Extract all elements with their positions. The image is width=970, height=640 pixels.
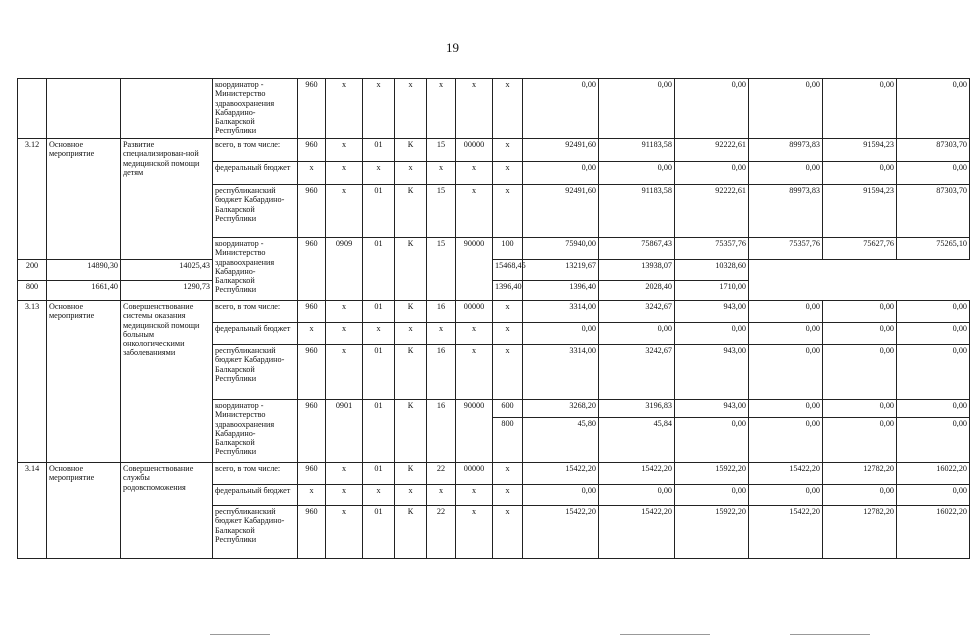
table-cell: 91183,58	[599, 139, 675, 162]
table-cell: 0,00	[599, 485, 675, 506]
table-cell: 3.12	[18, 139, 47, 260]
table-cell: x	[427, 162, 456, 185]
table-cell: 3242,67	[599, 301, 675, 323]
table-cell: К	[395, 506, 427, 559]
table-cell: x	[427, 323, 456, 345]
table-cell: 15422,20	[523, 463, 599, 485]
page-number: 19	[446, 40, 459, 55]
table-cell: 800	[18, 281, 47, 301]
table-cell: 0,00	[897, 345, 970, 400]
table-cell: 0,00	[523, 79, 599, 139]
table-cell: 960	[298, 301, 326, 323]
table-cell: 92222,61	[675, 139, 749, 162]
table-cell: 0,00	[823, 485, 897, 506]
bottom-scan-mark	[620, 634, 710, 635]
table-cell: x	[395, 79, 427, 139]
table-cell: x	[395, 485, 427, 506]
table-cell: 16	[427, 400, 456, 463]
table-cell: 100	[493, 238, 523, 260]
table-cell: 01	[363, 238, 395, 301]
bottom-scan-mark	[790, 634, 870, 635]
table-cell: 0,00	[749, 485, 823, 506]
table-cell: 3314,00	[523, 301, 599, 323]
table-cell: 75265,10	[897, 238, 970, 260]
table-cell: 0,00	[675, 418, 749, 463]
table-cell: 0,00	[823, 345, 897, 400]
table-cell: 0,00	[523, 485, 599, 506]
table-cell: 0,00	[897, 418, 970, 463]
table-cell: x	[363, 323, 395, 345]
table-cell: 92491,60	[523, 139, 599, 162]
table-cell: 2028,40	[599, 281, 675, 301]
table-cell	[121, 79, 213, 139]
table-cell: 0,00	[749, 345, 823, 400]
table-cell: 3.13	[18, 301, 47, 463]
table-cell: 0,00	[599, 323, 675, 345]
table-cell: x	[493, 485, 523, 506]
table-cell: 12782,20	[823, 463, 897, 485]
table-cell: 87303,70	[897, 139, 970, 162]
table-cell: 0901	[326, 400, 363, 463]
table-row	[18, 139, 970, 162]
table-cell: 0,00	[675, 162, 749, 185]
table-cell: 15	[427, 139, 456, 162]
table-cell: 0,00	[599, 79, 675, 139]
table-cell: 90000	[456, 400, 493, 463]
table-cell: республиканский бюджет Кабардино-Балкарской Республики	[213, 345, 298, 400]
table-cell: 91183,58	[599, 185, 675, 238]
table-cell: Развитие специализирован-ной медицинской помощи детям	[121, 139, 213, 260]
table-cell: 00000	[456, 463, 493, 485]
table-cell: 01	[363, 345, 395, 400]
table-cell: 16022,20	[897, 463, 970, 485]
table-cell: 0,00	[823, 79, 897, 139]
table-cell: координатор - Министерство здравоохранения Кабардино-Балкарской Республики	[213, 79, 298, 139]
table-cell: 75357,76	[675, 238, 749, 260]
table-cell: 22	[427, 463, 456, 485]
table-cell: 45,84	[599, 418, 675, 463]
table-cell: x	[326, 345, 363, 400]
table-cell: 3268,20	[523, 400, 599, 418]
table-cell: 960	[298, 79, 326, 139]
table-cell: Совершенствование службы родовспоможения	[121, 463, 213, 559]
table-cell: 3242,67	[599, 345, 675, 400]
table-cell: 1290,73	[121, 281, 213, 301]
table-cell: 0,00	[823, 400, 897, 418]
table-cell: 943,00	[675, 301, 749, 323]
table-cell: x	[298, 162, 326, 185]
table-cell: 15468,45	[493, 260, 523, 281]
table-cell: 960	[298, 139, 326, 162]
table-cell: x	[493, 323, 523, 345]
table-cell: 91594,23	[823, 139, 897, 162]
table-cell: 15	[427, 185, 456, 238]
table-cell: x	[456, 162, 493, 185]
table-cell: 0,00	[897, 485, 970, 506]
table-cell: 75940,00	[523, 238, 599, 260]
table-cell: 15422,20	[523, 506, 599, 559]
table-cell: 14025,43	[121, 260, 213, 281]
table-cell: Основное мероприятие	[47, 139, 121, 260]
table-cell	[47, 79, 121, 139]
table-cell: 0,00	[523, 323, 599, 345]
table-cell: 3314,00	[523, 345, 599, 400]
table-cell: 00000	[456, 139, 493, 162]
table-cell: 90000	[456, 238, 493, 301]
table-cell: 12782,20	[823, 506, 897, 559]
table-cell	[18, 79, 47, 139]
table-cell: К	[395, 139, 427, 162]
table-cell: 0,00	[675, 323, 749, 345]
table-cell: 1396,40	[493, 281, 523, 301]
table-cell: 15922,20	[675, 463, 749, 485]
table-cell: 01	[363, 139, 395, 162]
table-cell: 10328,60	[675, 260, 749, 281]
table-cell: К	[395, 463, 427, 485]
table-cell: x	[493, 301, 523, 323]
table-cell: x	[493, 506, 523, 559]
table-cell: координатор - Министерство здравоохранения Кабардино-Балкарской Республики	[213, 238, 298, 301]
table-cell: К	[395, 345, 427, 400]
table-cell: 89973,83	[749, 139, 823, 162]
table-cell: 16	[427, 345, 456, 400]
table-cell: x	[395, 162, 427, 185]
table-cell: x	[427, 485, 456, 506]
table-cell: x	[456, 345, 493, 400]
table-cell: Совершенствование системы оказания медицинской помощи больным онкологическими заболеваниями	[121, 301, 213, 463]
table-cell: федеральный бюджет	[213, 323, 298, 345]
table-cell: 960	[298, 185, 326, 238]
table-cell: 15922,20	[675, 506, 749, 559]
table-cell: 3196,83	[599, 400, 675, 418]
table-row	[18, 79, 970, 139]
table-cell: x	[326, 485, 363, 506]
table-cell: x	[456, 506, 493, 559]
table-cell: 15422,20	[749, 506, 823, 559]
table-cell: Основное мероприятие	[47, 463, 121, 559]
table-cell: К	[395, 301, 427, 323]
table-cell: 22	[427, 506, 456, 559]
table-row	[18, 260, 970, 281]
table-cell: x	[363, 79, 395, 139]
table-cell: всего, в том числе:	[213, 139, 298, 162]
bottom-scan-mark	[210, 634, 270, 635]
table-cell: 0,00	[823, 301, 897, 323]
table-row	[18, 281, 970, 301]
table-cell: x	[363, 485, 395, 506]
table-cell: 92491,60	[523, 185, 599, 238]
table-cell: 0,00	[675, 485, 749, 506]
table-cell: К	[395, 400, 427, 463]
table-cell: 89973,83	[749, 185, 823, 238]
table-cell: 0,00	[897, 400, 970, 418]
table-cell: 0,00	[749, 400, 823, 418]
table-cell: всего, в том числе:	[213, 463, 298, 485]
table-cell: x	[456, 185, 493, 238]
table-cell: x	[326, 139, 363, 162]
table-cell: 00000	[456, 301, 493, 323]
table-cell: 1396,40	[523, 281, 599, 301]
table-cell: Основное мероприятие	[47, 301, 121, 463]
table-cell: 14890,30	[47, 260, 121, 281]
table-cell: 0,00	[523, 162, 599, 185]
table-cell: 13938,07	[599, 260, 675, 281]
table-cell: 0909	[326, 238, 363, 301]
table-cell: 87303,70	[897, 185, 970, 238]
table-cell: 800	[493, 418, 523, 463]
table-cell: 15422,20	[599, 506, 675, 559]
table-cell: x	[493, 79, 523, 139]
table-cell: x	[456, 323, 493, 345]
table-cell: 960	[298, 463, 326, 485]
table-cell: 0,00	[897, 162, 970, 185]
table-cell: 0,00	[599, 162, 675, 185]
table-cell: 0,00	[823, 323, 897, 345]
table-cell: x	[456, 79, 493, 139]
table-cell: 15422,20	[749, 463, 823, 485]
table-cell: 0,00	[749, 301, 823, 323]
table-cell: x	[326, 301, 363, 323]
table-cell: 13219,67	[523, 260, 599, 281]
table-cell: 45,80	[523, 418, 599, 463]
table-cell: 1661,40	[47, 281, 121, 301]
table-cell: республиканский бюджет Кабардино-Балкарской Республики	[213, 185, 298, 238]
table-cell: 0,00	[749, 79, 823, 139]
table-cell: 0,00	[897, 301, 970, 323]
table-cell: 01	[363, 463, 395, 485]
table-cell: 960	[298, 506, 326, 559]
table-cell: 943,00	[675, 345, 749, 400]
table-cell: 16	[427, 301, 456, 323]
table-cell: x	[326, 463, 363, 485]
table-cell: 75357,76	[749, 238, 823, 260]
table-cell: 15422,20	[599, 463, 675, 485]
table-cell: 0,00	[823, 162, 897, 185]
table-cell: x	[326, 323, 363, 345]
table-cell: республиканский бюджет Кабардино-Балкарской Республики	[213, 506, 298, 559]
table-cell: 16022,20	[897, 506, 970, 559]
table-cell: x	[493, 162, 523, 185]
table-cell: 600	[493, 400, 523, 418]
table-cell: x	[427, 79, 456, 139]
table-cell: 0,00	[749, 323, 823, 345]
budget-table	[17, 78, 970, 559]
table-cell: 943,00	[675, 400, 749, 418]
table-cell: К	[395, 238, 427, 301]
table-cell: 01	[363, 301, 395, 323]
table-cell: К	[395, 185, 427, 238]
table-cell: 0,00	[749, 418, 823, 463]
table-cell: x	[493, 139, 523, 162]
table-cell: 01	[363, 400, 395, 463]
table-row	[18, 301, 970, 323]
table-cell: x	[326, 506, 363, 559]
table-cell: 0,00	[823, 418, 897, 463]
table-cell: x	[456, 485, 493, 506]
table-cell: 0,00	[897, 323, 970, 345]
table-cell: x	[363, 162, 395, 185]
table-cell: x	[493, 463, 523, 485]
table-cell: x	[395, 323, 427, 345]
table-cell: координатор - Министерство здравоохранения Кабардино-Балкарской Республики	[213, 400, 298, 463]
table-cell: федеральный бюджет	[213, 162, 298, 185]
table-cell: федеральный бюджет	[213, 485, 298, 506]
table-cell: всего, в том числе:	[213, 301, 298, 323]
table-cell: 0,00	[675, 79, 749, 139]
table-cell: 92222,61	[675, 185, 749, 238]
table-cell: 0,00	[749, 162, 823, 185]
table-row	[18, 463, 970, 485]
table-cell: 75627,76	[823, 238, 897, 260]
table-cell: x	[493, 185, 523, 238]
table-cell: 960	[298, 238, 326, 301]
table-cell: 200	[18, 260, 47, 281]
table-cell: 01	[363, 185, 395, 238]
table-cell: x	[326, 79, 363, 139]
table-cell: 91594,23	[823, 185, 897, 238]
table-cell: 960	[298, 400, 326, 463]
table-cell: x	[326, 185, 363, 238]
table-cell: 960	[298, 345, 326, 400]
table-cell: 15	[427, 238, 456, 301]
table-cell: x	[493, 345, 523, 400]
table-cell: 0,00	[897, 79, 970, 139]
table-cell: 1710,00	[675, 281, 749, 301]
table-cell: x	[298, 485, 326, 506]
table-cell: x	[326, 162, 363, 185]
table-cell: x	[298, 323, 326, 345]
table-cell: 01	[363, 506, 395, 559]
table-cell: 3.14	[18, 463, 47, 559]
table-cell: 75867,43	[599, 238, 675, 260]
